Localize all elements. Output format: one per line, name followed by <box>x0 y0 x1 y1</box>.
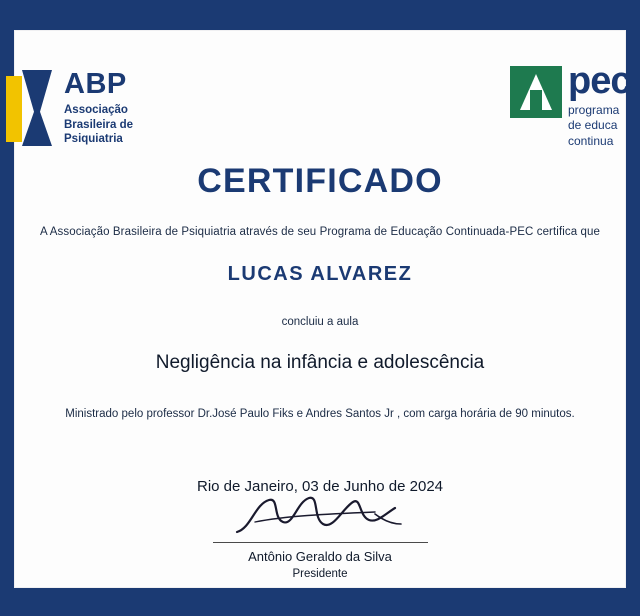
signature-block <box>14 488 626 580</box>
pec-logo <box>510 62 640 158</box>
signer-name: Antônio Geraldo da Silva <box>248 549 392 564</box>
completion-label: concluiu a aula <box>281 316 359 328</box>
pec-logo-icon <box>510 66 562 118</box>
recipient-name: LUCAS ALVAREZ <box>227 263 413 285</box>
pec-subtitle-line-3: continua <box>568 134 614 149</box>
abp-subtitle-line-2: Brasileira de <box>64 118 134 131</box>
abp-logo-text <box>64 69 133 147</box>
certificate-intro-text: A Associação Brasileira de Psiquiatria através de seu Programa de Educação Continuada-PEC certifica que <box>39 226 601 238</box>
certificate-body <box>14 150 626 495</box>
border-top <box>0 0 640 30</box>
abp-subtitle <box>64 103 133 147</box>
abp-logo <box>0 58 160 158</box>
border-bottom <box>0 588 640 616</box>
signature-line <box>213 542 428 543</box>
pec-subtitle <box>568 103 630 150</box>
pec-subtitle-line-1: programa <box>568 102 620 117</box>
abp-acronym: ABP <box>64 67 127 100</box>
abp-logo-yellow-bar <box>6 76 22 142</box>
pec-logo-text <box>568 62 630 150</box>
signer-role: Presidente <box>292 568 348 580</box>
abp-logo-blue-mark <box>22 70 52 146</box>
pec-acronym: pec <box>568 62 631 102</box>
abp-logo-icon <box>4 70 56 146</box>
abp-subtitle-line-1: Associação <box>64 103 128 116</box>
instructor-and-hours-text: Ministrado pelo professor Dr.José Paulo Fiks e Andres Santos Jr , com carga horária de 90 minutos. <box>65 408 575 420</box>
course-name: Negligência na infância e adolescência <box>155 352 485 373</box>
pec-subtitle-line-2: de educa <box>568 118 618 133</box>
abp-subtitle-line-3: Psiquiatria <box>64 133 123 146</box>
handwritten-signature-icon <box>225 488 415 540</box>
certificate-title: CERTIFICADO <box>197 162 443 200</box>
place-and-date: Rio de Janeiro, 03 de Junho de 2024 <box>196 478 444 495</box>
